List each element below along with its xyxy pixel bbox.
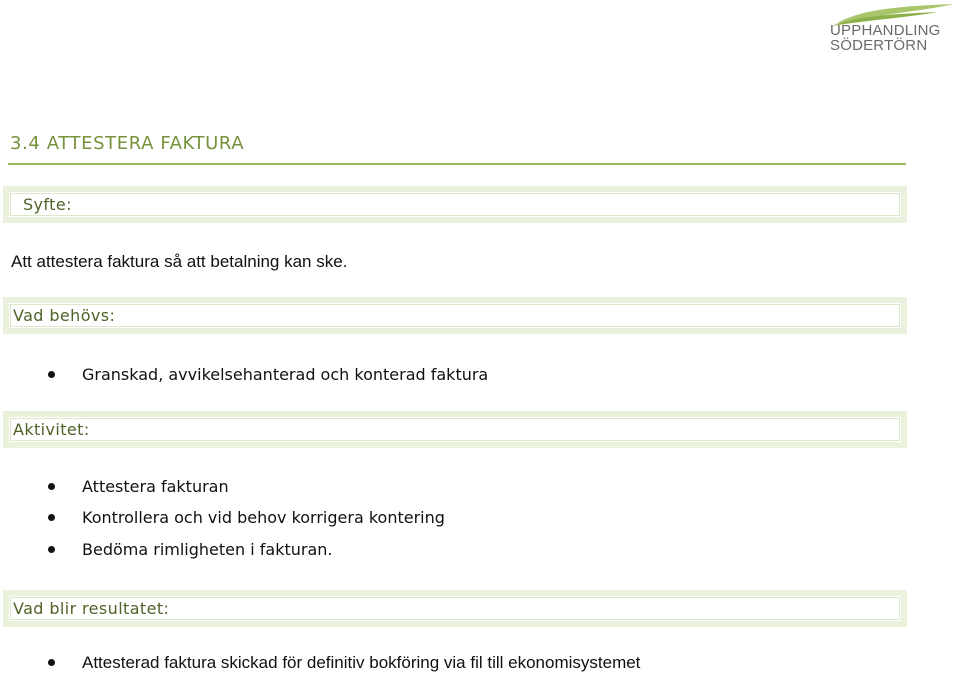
- bullet-icon: [48, 546, 55, 553]
- upphandling-sodertorn-logo: [828, 2, 956, 54]
- logo-text-sodertorn: SÖDERTÖRN: [830, 37, 928, 54]
- resultat-label-bar: [3, 590, 907, 627]
- aktivitet-label: Aktivitet:: [13, 420, 90, 439]
- syfte-label-bar: [3, 186, 907, 223]
- bullet-icon: [48, 514, 55, 521]
- bullet-icon: [48, 483, 55, 490]
- logo-text-upphandling: UPPHANDLING: [830, 22, 941, 39]
- bullet-icon: [48, 659, 55, 666]
- syfte-text: Att attestera faktura så att betalning kan ske.: [11, 252, 348, 271]
- page-title: 3.4 ATTESTERA FAKTURA: [10, 133, 245, 154]
- vad-behovs-label-bar: [3, 297, 907, 334]
- resultat-label: Vad blir resultatet:: [13, 599, 170, 618]
- syfte-label: Syfte:: [23, 195, 72, 214]
- aktivitet-label-bar: [3, 411, 907, 448]
- bullet-icon: [48, 371, 55, 378]
- vad-behovs-label: Vad behövs:: [13, 306, 116, 325]
- heading-divider: [8, 163, 906, 165]
